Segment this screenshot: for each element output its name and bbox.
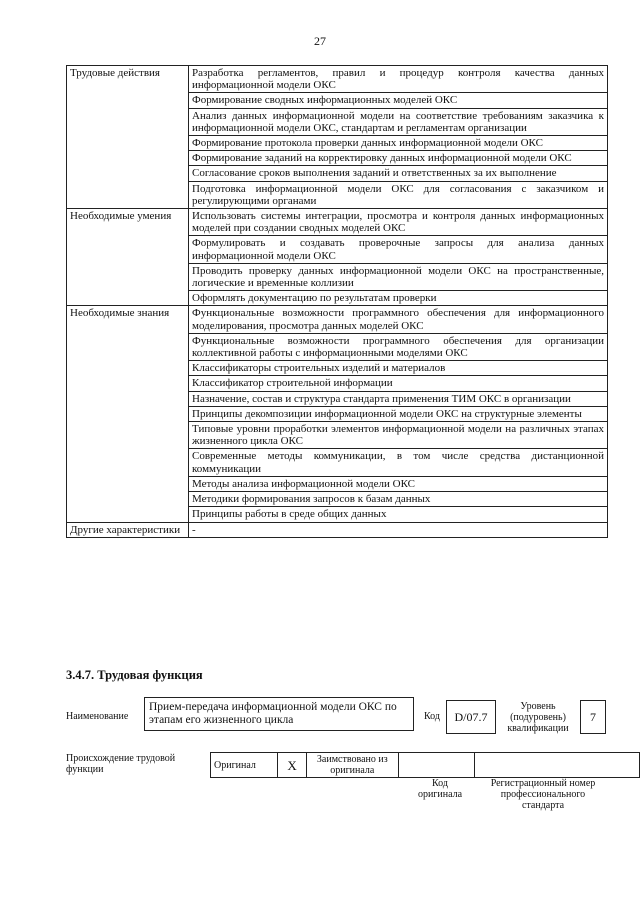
borrowed-cell: Заимствовано из оригинала	[306, 753, 398, 778]
origin-label: Происхождение трудовой функции	[66, 753, 176, 775]
section-label: Трудовые действия	[67, 66, 189, 209]
code-label: Код	[424, 711, 440, 722]
table-cell: Формирование протокола проверки данных информационной модели ОКС	[189, 136, 608, 151]
qualification-level-box: 7	[580, 700, 606, 734]
section-heading: 3.4.7. Трудовая функция	[66, 668, 203, 682]
original-mark: X	[278, 753, 307, 778]
table-cell: Подготовка информационной модели ОКС для согласования с заказчиком и регулирующими органами	[189, 181, 608, 208]
section-label: Необходимые знания	[67, 306, 189, 522]
table-cell: Оформлять документацию по результатам проверки	[189, 291, 608, 306]
table-cell: Классификаторы строительных изделий и материалов	[189, 361, 608, 376]
table-cell: Принципы работы в среде общих данных	[189, 507, 608, 522]
table-cell: Современные методы коммуникации, в том числе средства дистанционной коммуникации	[189, 449, 608, 476]
table-cell: Разработка регламентов, правил и процедур контроля качества данных информационной модели ОКС	[189, 66, 608, 93]
table-cell: Методики формирования запросов к базам данных	[189, 492, 608, 507]
table-cell: Функциональные возможности программного обеспечения для организации коллективной работы с информационными моделями ОКС	[189, 333, 608, 360]
table-row	[67, 306, 608, 333]
original-cell: Оригинал	[211, 753, 278, 778]
table-cell: Назначение, состав и структура стандарта применения ТИМ ОКС в организации	[189, 391, 608, 406]
table-row	[67, 522, 608, 537]
table-cell: Анализ данных информационной модели на соответствие требованиям заказчика к информационной модели ОКС, стандартам и регламентам организации	[189, 108, 608, 135]
section-label: Необходимые умения	[67, 209, 189, 306]
table-cell: Методы анализа информационной модели ОКС	[189, 476, 608, 491]
table-cell: Согласование сроков выполнения заданий и ответственных за их выполнение	[189, 166, 608, 181]
table-cell: Формирование заданий на корректировку данных информационной модели ОКС	[189, 151, 608, 166]
table-cell: Использовать системы интеграции, просмотра и контроля данных информационных моделей при создании сводных моделей ОКС	[189, 209, 608, 236]
reg-number-label: Регистрационный номер профессионального стандарта	[490, 778, 596, 811]
table-cell: Принципы декомпозиции информационной модели ОКС на структурные элементы	[189, 406, 608, 421]
table-row	[67, 66, 608, 93]
code-original-label: Код оригинала	[417, 778, 463, 800]
page-number: 27	[314, 34, 326, 48]
table-cell: -	[189, 522, 608, 537]
table-cell: Формирование сводных информационных моделей ОКС	[189, 93, 608, 108]
table-row	[67, 209, 608, 236]
table-cell: Проводить проверку данных информационной модели ОКС на пространственные, логические и временные коллизии	[189, 263, 608, 290]
table-cell: Формулировать и создавать проверочные запросы для анализа данных информационной модели ОКС	[189, 236, 608, 263]
reg-number-cell	[475, 753, 640, 778]
code-original-cell	[398, 753, 474, 778]
labor-function-table	[66, 65, 608, 538]
section-label: Другие характеристики	[67, 522, 189, 537]
code-box: D/07.7	[446, 700, 496, 734]
table-cell: Функциональные возможности программного обеспечения для информационного моделирования, просмотра данных моделей ОКС	[189, 306, 608, 333]
name-label: Наименование	[66, 711, 129, 722]
table-cell: Типовые уровни проработки элементов информационной модели на различных этапах жизненного цикла ОКС	[189, 422, 608, 449]
origin-table	[210, 752, 640, 778]
table-cell: Классификатор строительной информации	[189, 376, 608, 391]
qualification-level-label: Уровень (подуровень) квалификации	[507, 701, 569, 734]
function-name-box: Прием-передача информационной модели ОКС по этапам его жизненного цикла	[144, 697, 414, 731]
